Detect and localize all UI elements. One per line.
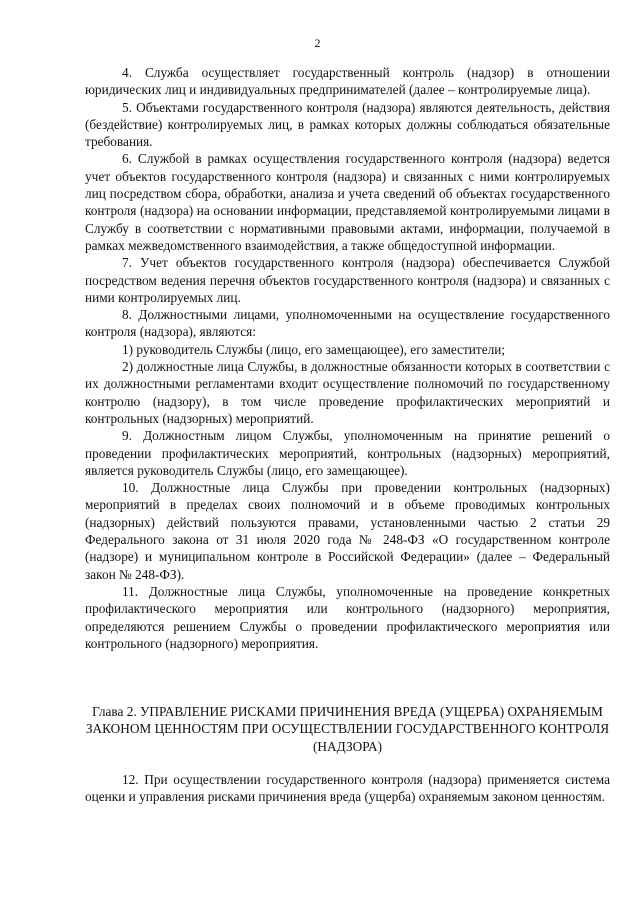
paragraph-9: 9. Должностным лицом Службы, уполномоченным на принятие решений о проведении профилактических мероприятий, контрольных (надзорных) мероприятий, является руководитель Службы (лицо, его замещающее). bbox=[85, 428, 610, 478]
paragraph-6: 6. Службой в рамках осуществления государственного контроля (надзора) ведется учет объектов государственного контроля (надзора) и связанных с ними контролируемых лиц посредством сбора, обработки, анализа и учета сведений об объектах государственного контроля (надзора) на основании информации, представляемой контролируемыми лицами в Службу в соответствии с нормативными правовыми актами, информации, получаемой в рамках межведомственного взаимодействия, а также общедоступной информации. bbox=[85, 151, 610, 253]
paragraph-4: 4. Служба осуществляет государственный контроль (надзор) в отношении юридических лиц и индивидуальных предпринимателей (далее – контролируемые лица). bbox=[85, 65, 610, 98]
document-body bbox=[85, 64, 610, 652]
paragraph-8-item-1: 1) руководитель Службы (лицо, его замещающее), его заместители; bbox=[122, 341, 506, 357]
paragraph-8: 8. Должностными лицами, уполномоченными на осуществление государственного контроля (надзора), являются: bbox=[85, 307, 610, 340]
document-body-continued bbox=[85, 771, 610, 806]
paragraph-12: 12. При осуществлении государственного контроля (надзора) применяется система оценки и управления рисками причинения вреда (ущерба) охраняемым законом ценностям. bbox=[85, 772, 610, 805]
paragraph-10: 10. Должностные лица Службы при проведении контрольных (надзорных) мероприятий в пределах своих полномочий и в объеме проводимых контрольных (надзорных) действий пользуются правами, установленными частью 2 статьи 29 Федерального закона от 31 июля 2020 года № 248-ФЗ «О государственном контроле (надзоре) и муниципальном контроле в Российской Федерации» (далее – Федеральный закон № 248-ФЗ). bbox=[85, 480, 610, 582]
page-number: 2 bbox=[314, 36, 321, 50]
paragraph-11: 11. Должностные лица Службы, уполномоченные на проведение конкретных профилактического мероприятия или контрольного (надзорного) мероприятия, определяются решением Службы о проведении профилактического мероприятия или контрольного (надзорного) мероприятия. bbox=[85, 583, 610, 651]
chapter-heading: Глава 2. УПРАВЛЕНИЕ РИСКАМИ ПРИЧИНЕНИЯ ВРЕДА (УЩЕРБА) ОХРАНЯЕМЫМ ЗАКОНОМ ЦЕННОСТЯМ ПРИ ОСУЩЕСТВЛЕНИИ ГОСУДАРСТВЕННОГО КОНТРОЛЯ (НАДЗОРА) bbox=[85, 704, 610, 754]
paragraph-5: 5. Объектами государственного контроля (надзора) являются деятельность, действия (бездействие) контролируемых лиц, в рамках которых должны соблюдаться обязательные требования. bbox=[85, 99, 610, 150]
paragraph-8-item-2: 2) должностные лица Службы, в должностные обязанности которых в соответствии с их должностными регламентами входит осуществление полномочий по государственному контролю (надзору), в том числе проведение профилактических мероприятий и контрольных (надзорных) мероприятий. bbox=[85, 359, 610, 426]
paragraph-7: 7. Учет объектов государственного контроля (надзора) обеспечивается Службой посредством ведения перечня объектов государственного контроля (надзора) и связанных с ними контролируемых лиц. bbox=[85, 255, 610, 305]
